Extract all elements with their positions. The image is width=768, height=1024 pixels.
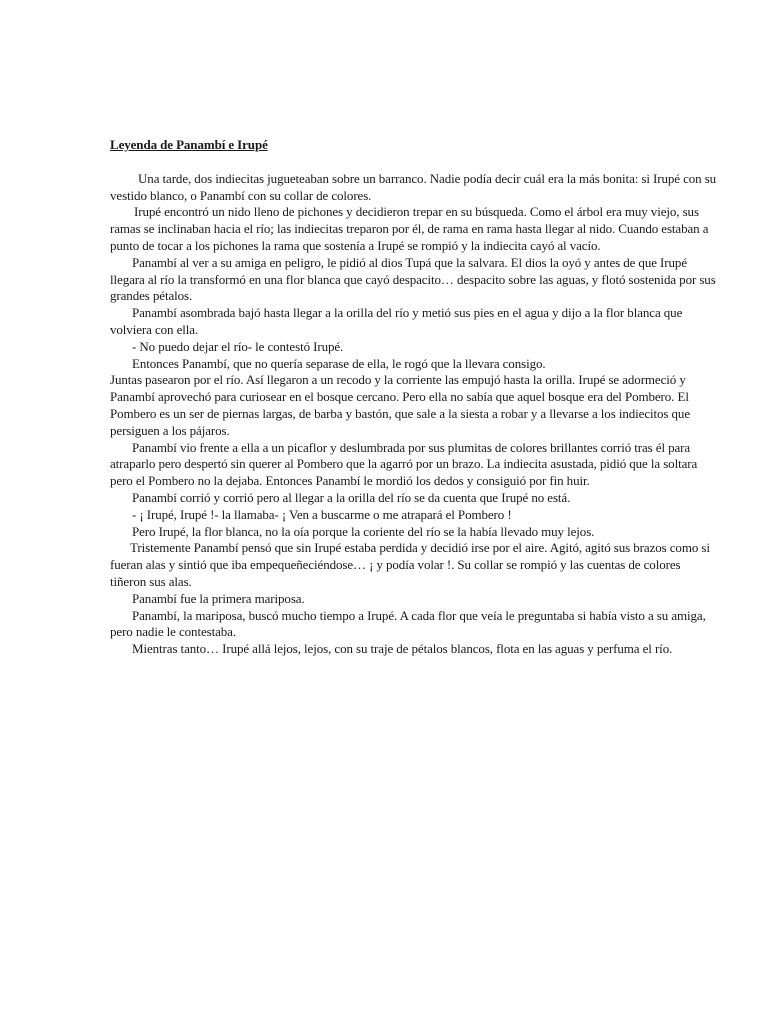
paragraph-6: Entonces Panambí, que no quería separase de ella, le rogó que la llevara consigo. [132,355,546,371]
paragraph-2: Irupé encontró un nido lleno de pichones y decidieron trepar en su búsqueda. Como el árbol era muy viejo, sus ramas se inclinaban hacia el río; las indiecitas treparon por él, de rama en rama hasta llegar al nido. Cuando estaban a punto de tocar a los pichones la rama que sostenía a Irupé se rompió y la indiecita cayó al vacío. [110,204,709,253]
paragraph-9: Panambí corrió y corrió pero al llegar a la orilla del río se da cuenta que Irupé no está. [132,489,571,505]
paragraph-14: Panambí, la mariposa, buscó mucho tiempo a Irupé. A cada flor que veía le preguntaba si había visto a su amiga, pero nadie le contestaba. [110,607,706,640]
document-title: Leyenda de Panambí e Irupé [110,137,268,152]
paragraph-11: Pero Irupé, la flor blanca, no la oía porque la coriente del río se la había llevado muy lejos. [132,523,595,539]
paragraph-list [110,171,718,658]
paragraph-7: Juntas pasearon por el río. Así llegaron a un recodo y la corriente las empujó hasta la orilla. Irupé se adormeció y Panambí aprovechó para curiosear en el bosque cercano. Pero ella no sabía que aquel bosque era del Pombero. El Pombero es un ser de piernas largas, de barba y bastón, que sale a la siesta a robar y a llevarse a los indiecitos que persiguen a los pájaros. [110,372,690,438]
paragraph-5: - No puedo dejar el río- le contestó Irupé. [132,338,344,354]
paragraph-13: Panambí fue la primera mariposa. [132,590,305,606]
document-body [110,137,718,658]
paragraph-3: Panambí al ver a su amiga en peligro, le pidió al dios Tupá que la salvara. El dios la oyó y antes de que Irupé llegara al río la transformó en una flor blanca que cayó despacito… despacito sobre las aguas, y flotó sostenida por sus grandes pétalos. [110,254,716,304]
paragraph-8: Panambí vio frente a ella a un picaflor y deslumbrada por sus plumitas de colores brillantes corrió tras él para atraparlo pero despertó sin querer al Pombero que la agarró por un brazo. La indiecita asustada, pidió que la soltara pero el Pombero no la dejaba. Entonces Panambí le mordió los dedos y consiguió por fin huir. [110,439,698,489]
paragraph-12: Tristemente Panambí pensó que sin Irupé estaba perdida y decidió irse por el aire. Agitó, agitó sus brazos como si fueran alas y sintió que iba empequeñeciéndose… ¡ y podía volar !. Su collar se rompió y las cuentas de colores tiñeron sus alas. [110,540,710,589]
paragraph-10: - ¡ Irupé, Irupé !- la llamaba- ¡ Ven a buscarme o me atrapará el Pombero ! [132,506,512,522]
paragraph-15: Mientras tanto… Irupé allá lejos, lejos, con su traje de pétalos blancos, flota en las aguas y perfuma el río. [132,641,673,657]
paragraph-4: Panambí asombrada bajó hasta llegar a la orilla del río y metió sus pies en el agua y dijo a la flor blanca que volviera con ella. [110,305,683,337]
paragraph-1: Una tarde, dos indiecitas jugueteaban sobre un barranco. Nadie podía decir cuál era la más bonita: si Irupé con su vestido blanco, o Panambí con su collar de colores. [110,170,717,203]
